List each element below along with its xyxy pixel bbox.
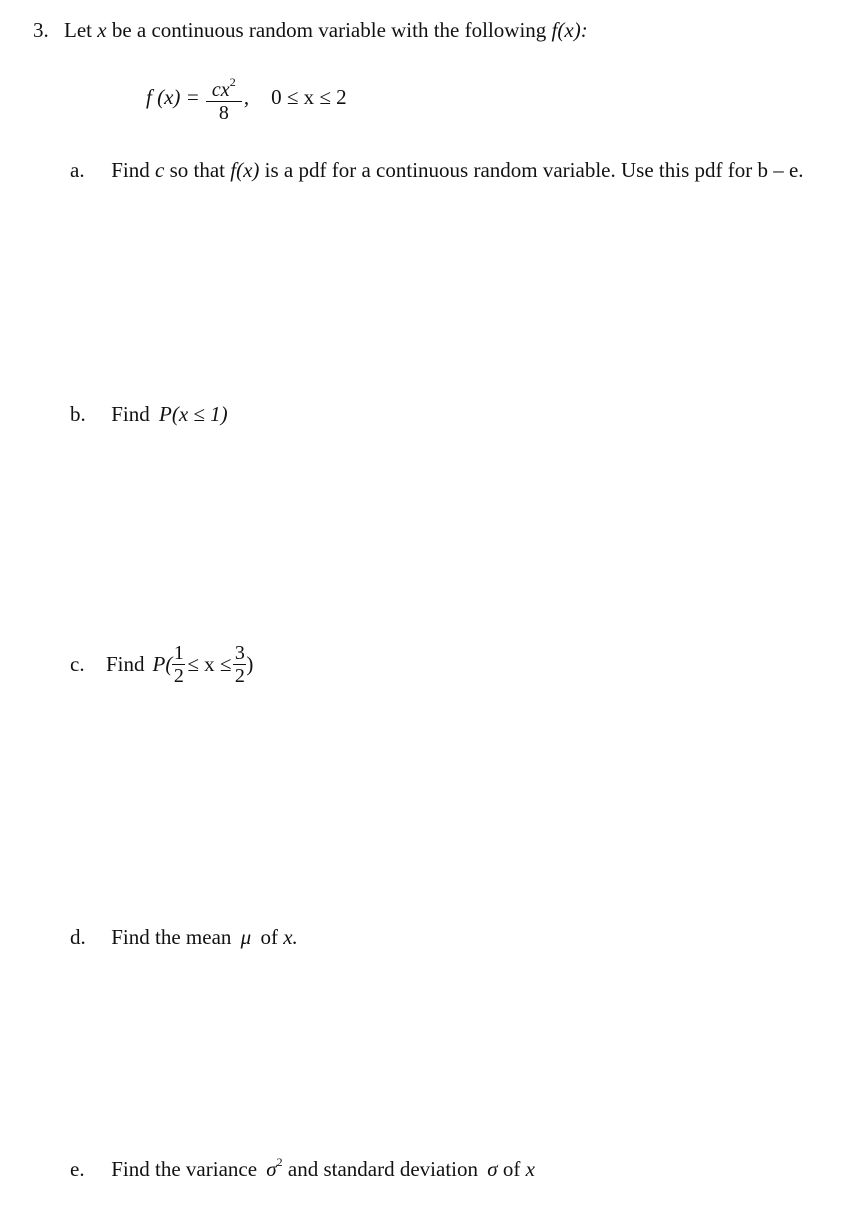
part-e-sigma: σ: [266, 1157, 277, 1181]
part-d-var: x.: [283, 925, 298, 949]
stem-text-mid: be a continuous random variable with the following: [111, 18, 547, 42]
part-d-text1: Find the mean: [111, 925, 232, 949]
part-c-frac1-num: 1: [173, 641, 184, 664]
part-b-text: Find: [111, 402, 150, 426]
formula-lhs: f (x) =: [146, 84, 200, 109]
part-b: [70, 402, 228, 427]
part-c: [70, 636, 253, 692]
formula-denominator: 8: [218, 101, 229, 124]
formula-numerator: cx: [211, 78, 230, 101]
formula-exponent: 2: [229, 74, 236, 89]
part-e-label: e.: [70, 1157, 85, 1181]
problem-number: 3.: [33, 18, 49, 42]
part-d: [70, 925, 298, 950]
formula-domain: 0 ≤ x ≤ 2: [271, 84, 347, 109]
part-c-text: Find: [106, 651, 145, 676]
part-a-text1: Find: [111, 158, 150, 182]
part-c-inequality: ≤ x ≤: [187, 651, 232, 676]
stem-fx: f(x):: [551, 18, 588, 42]
part-e-exp: 2: [276, 1155, 283, 1169]
part-d-label: d.: [70, 925, 86, 949]
part-e-sigma2: σ: [487, 1157, 498, 1181]
part-c-fraction-2: [233, 643, 246, 686]
pdf-formula: [146, 66, 347, 128]
part-a-fx: f(x): [230, 158, 260, 182]
part-a-var-c: c: [155, 158, 165, 182]
part-e: [70, 1155, 535, 1182]
part-a-text2: so that: [169, 158, 226, 182]
part-e-text1: Find the variance: [111, 1157, 258, 1181]
part-c-frac1-den: 2: [173, 664, 184, 687]
part-a-text3: is a pdf for a continuous random variable. Use this pdf for b – e.: [264, 158, 804, 182]
part-a: [70, 158, 804, 183]
part-e-text2: and standard deviation: [287, 1157, 478, 1181]
part-b-expression: P(x ≤ 1): [159, 402, 228, 426]
part-a-label: a.: [70, 158, 85, 182]
part-c-label: c.: [70, 651, 85, 676]
part-e-var: x: [525, 1157, 535, 1181]
part-d-text2: of: [260, 925, 278, 949]
part-c-frac2-num: 3: [234, 641, 245, 664]
part-c-frac2-den: 2: [234, 664, 245, 687]
part-e-text3: of: [502, 1157, 521, 1181]
part-c-p: P(: [152, 651, 173, 676]
part-c-fraction-1: [172, 643, 185, 686]
stem-text-pre: Let: [64, 18, 92, 42]
formula-fraction: [206, 72, 242, 123]
stem-var-x: x: [97, 18, 107, 42]
problem-stem: [33, 18, 588, 43]
part-c-close: ): [246, 651, 254, 676]
formula-comma: ,: [243, 84, 250, 109]
part-d-mu: μ: [240, 925, 252, 949]
part-b-label: b.: [70, 402, 86, 426]
